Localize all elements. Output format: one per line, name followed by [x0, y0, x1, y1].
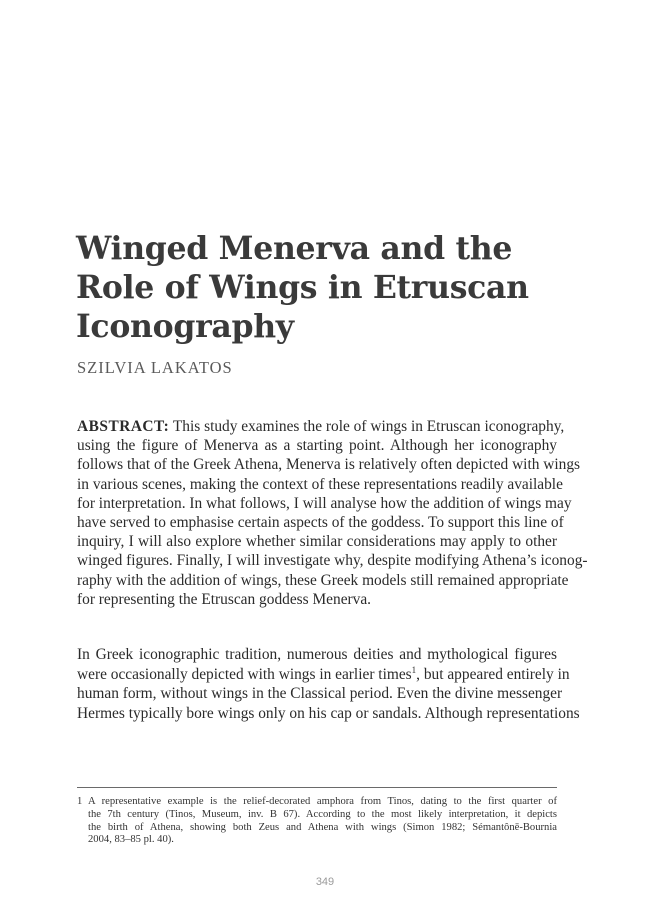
abstract-line: raphy with the addition of wings, these Greek models still remained appropriate — [77, 571, 569, 589]
abstract-line: have served to emphasise certain aspects of the goddess. To support this line of — [77, 514, 564, 532]
body-line-text: were occasionally depicted with wings in earlier times — [77, 665, 412, 683]
body-line: Hermes typically bore wings only on his cap or sandals. Although representations — [77, 704, 580, 722]
footnote-line: the birth of Athena, showing both Zeus and Athena with wings (Simon 1982; Sémantônē-Bournia — [88, 821, 557, 833]
footnote-divider — [77, 787, 557, 788]
body-paragraph — [77, 645, 580, 723]
page-number: 349 — [315, 876, 335, 888]
title-line: Winged Menerva and the — [76, 230, 513, 267]
abstract-line: winged figures. Finally, I will investigate why, despite modifying Athena’s iconog- — [77, 552, 588, 570]
footnote — [77, 796, 557, 847]
title-line: Role of Wings in Etruscan — [76, 269, 529, 306]
abstract-line: for interpretation. In what follows, I will analyse how the addition of wings may — [77, 494, 572, 512]
body-line: human form, without wings in the Classical period. Even the divine messenger — [77, 685, 563, 702]
footnote-line: 2004, 83–85 pl. 40). — [88, 834, 174, 846]
abstract-line: in various scenes, making the context of these representations readily available — [77, 475, 563, 493]
footnote-number: 1 — [77, 796, 83, 807]
author-name: SZILVIA LAKATOS — [77, 358, 233, 377]
body-line-text: , but appeared entirely in — [416, 665, 570, 683]
abstract-line: inquiry, I will also explore whether similar considerations may apply to other — [77, 533, 557, 551]
abstract-line: follows that of the Greek Athena, Menerva is relatively often depicted with wings — [77, 456, 581, 474]
article-title — [76, 229, 596, 346]
abstract — [77, 417, 588, 609]
footnote-text — [88, 796, 557, 847]
abstract-label: ABSTRACT: — [77, 418, 170, 435]
abstract-line: using the figure of Menerva as a starting point. Although her iconography — [77, 437, 557, 455]
footnote-line: A representative example is the relief-decorated amphora from Tinos, dating to the first quarter of — [88, 796, 557, 807]
abstract-line — [77, 417, 565, 436]
title-line: Iconography — [76, 308, 294, 345]
abstract-line: for representing the Etruscan goddess Menerva. — [77, 590, 372, 608]
footnote-line: the 7th century (Tinos, Museum, inv. B 67). According to the most likely interpretation, it depicts — [88, 808, 557, 820]
body-line — [77, 664, 570, 685]
body-line: In Greek iconographic tradition, numerous deities and mythological figures — [77, 646, 557, 663]
footnote-reference[interactable]: 1 — [411, 664, 417, 675]
abstract-line-text: This study examines the role of wings in Etruscan iconography, — [169, 418, 565, 435]
